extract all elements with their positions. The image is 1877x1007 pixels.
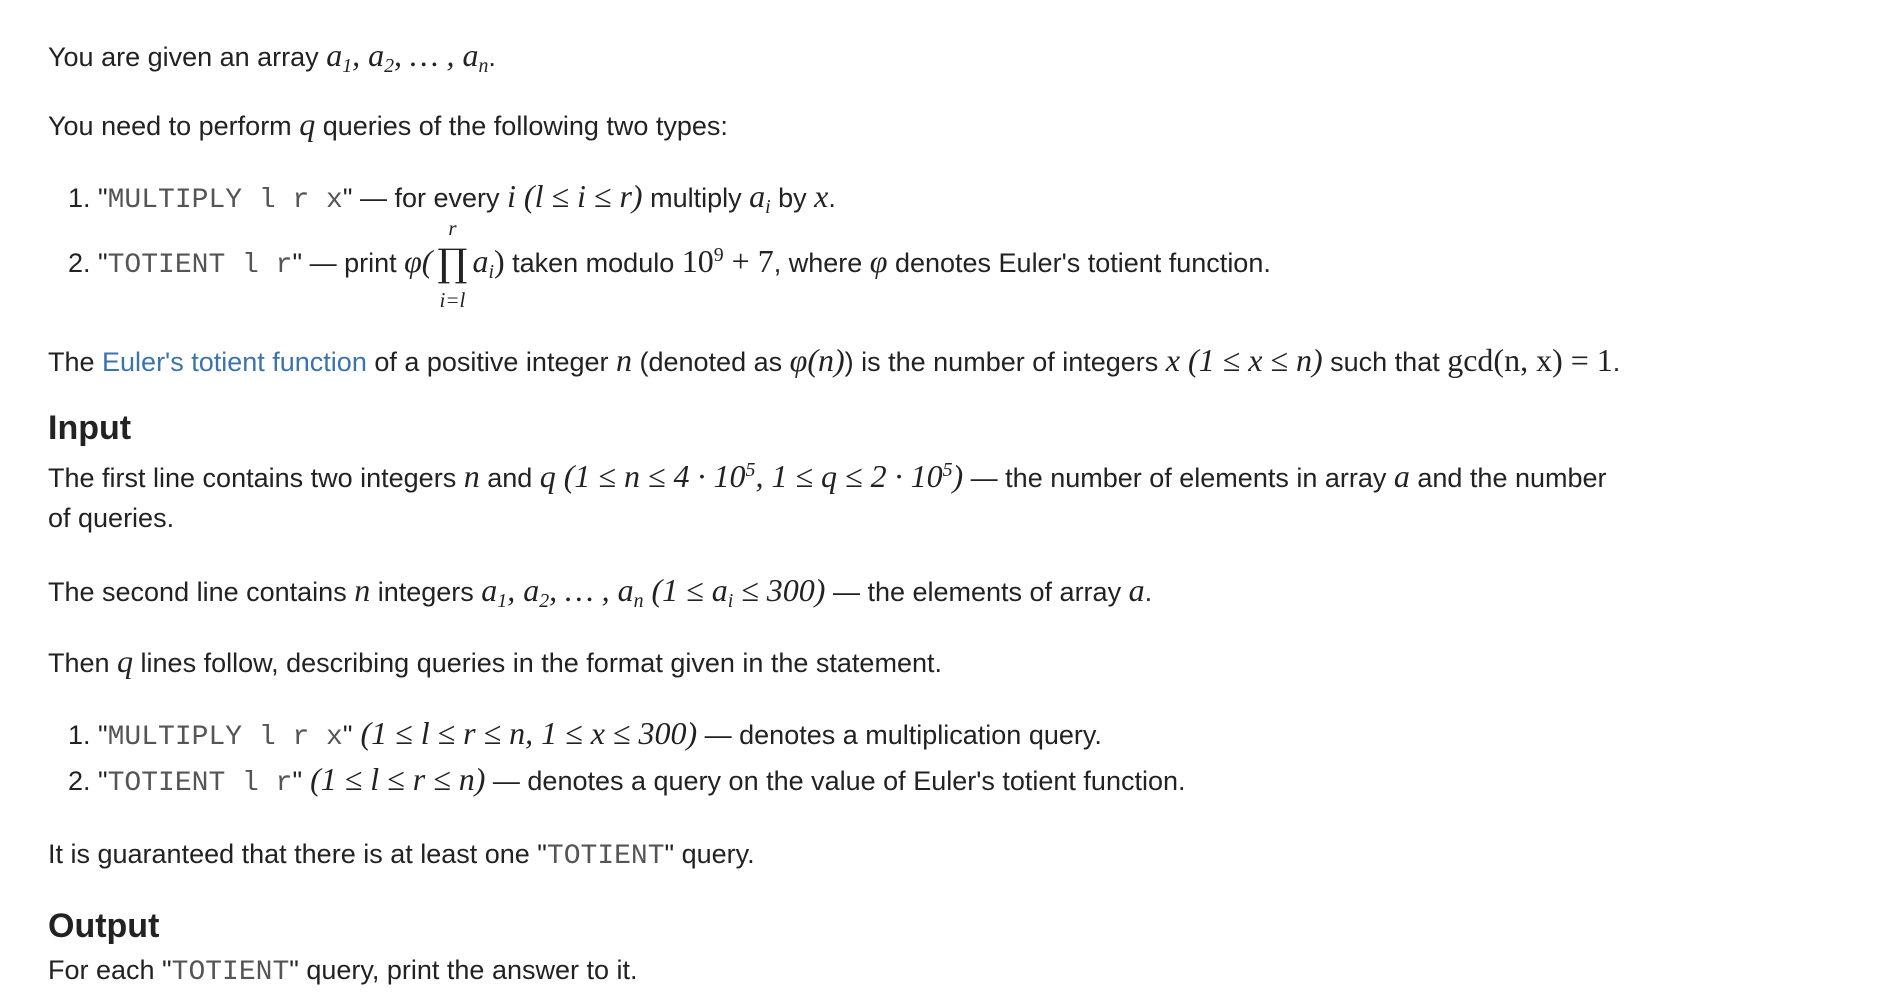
input-line-1-wrap: of queries.: [48, 503, 175, 533]
text: You are given an array: [48, 42, 327, 72]
q-var: q: [299, 106, 316, 142]
product-symbol: r ∏ i=l: [437, 215, 468, 312]
output-line: For each "TOTIENT" query, print the answer to it.: [48, 955, 638, 988]
totient-definition: The Euler's totient function of a positive integer n (denoted as φ(n)) is the number of integers x (1 ≤ x ≤ n) such that gcd(n, x) = 1.: [48, 342, 1621, 378]
input-line-1: The first line contains two integers n and q ($1 \le n \le 4 \cdot 10^5$, $1 \le q \le 2 \cdot 10^5$) — the number of elements in array a and the number: [48, 458, 1607, 494]
intro-paragraph: You are given an array $a_1$, $a_2$, … , $a_n$.: [48, 37, 496, 77]
array-math: $a_1$, $a_2$, … , $a_n$: [326, 37, 489, 77]
format-multiply: 1. "MULTIPLY l r x" (1 ≤ l ≤ r ≤ n, 1 ≤ x ≤ 300) — denotes a multiplication query.: [68, 715, 1102, 753]
output-heading: Output: [48, 907, 160, 945]
euler-totient-link[interactable]: Euler's totient function: [102, 347, 367, 377]
guarantee-line: It is guaranteed that there is at least one "TOTIENT" query.: [48, 839, 755, 872]
input-line-2: The second line contains n integers $a_1$, $a_2$, … , $a_n$ $(1 \le a_i \le 300)$ — the elements of array a.: [48, 572, 1153, 612]
query-type-multiply: 1. "MULTIPLY l r x" — for every i (l ≤ i ≤ r) multiply $a_i$ by x.: [68, 178, 836, 218]
input-heading: Input: [48, 409, 132, 447]
format-totient: 2. "TOTIENT l r" (1 ≤ l ≤ r ≤ n) — denotes a query on the value of Euler's totient function.: [68, 761, 1186, 799]
input-line-3: Then q lines follow, describing queries in the format given in the statement.: [48, 643, 942, 679]
queries-paragraph: You need to perform q queries of the following two types:: [48, 106, 728, 142]
code-totient: TOTIENT l r: [107, 250, 293, 281]
code-multiply: MULTIPLY l r x: [107, 185, 343, 216]
query-type-totient: 2. "TOTIENT l r" — print φ( r ∏ i=l $a_i$) taken modulo $10^9 + 7$, where φ denotes Euler's totient function.: [68, 215, 1271, 312]
